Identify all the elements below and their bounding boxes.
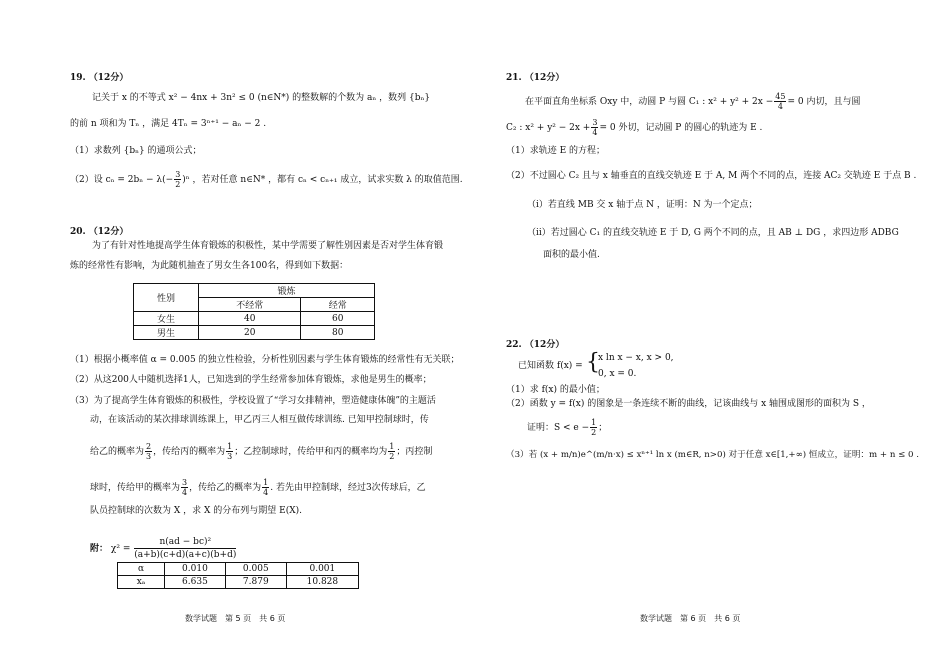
q20-line2: 炼的经常性有影响，为此随机抽查了男女生各100名，得到如下数据：	[70, 261, 349, 271]
th-often: 经常	[301, 298, 375, 312]
table-row: α 0.010 0.005 0.001	[118, 563, 359, 576]
q20-line1: 为了有针对性地提高学生体育锻炼的积极性，某中学需要了解性别因素是否对学生体育锻	[92, 241, 444, 251]
q22-header: 22. （12分）	[506, 340, 565, 350]
q21-part2i: （i）若直线 MB 交 x 轴于点 N ，证明：N 为一个定点；	[527, 200, 758, 210]
q21-part2: （2）不过圆心 C₂ 且与 x 轴垂直的直线交轨迹 E 于 A, M 两个不同的点，连接 AC₂ 交轨迹 E 于点 B .	[506, 171, 917, 181]
brace-icon: {	[586, 350, 600, 375]
q20-part3c: 给乙的概率为 $\frac{2}{3}$ ，传给丙的概率为 $\frac{1}{3}$ ；乙控制球时，传给甲和丙的概率均为 $\frac{1}{2}$ ；丙控制	[90, 442, 433, 461]
q20-part3a: （3）为了提高学生体育锻炼的积极性，学校设置了“学习女排精神，塑造健康体魄”的主题活	[70, 396, 436, 406]
q20-part3d: 球时，传给甲的概率为 $\frac{3}{4}$ ，传给乙的概率为 $\frac{1}{4}$ . 若先由甲控制球，经过3次传球后，乙	[90, 478, 426, 497]
table-row: xₐ 6.635 7.879 10.828	[118, 576, 359, 589]
right-footer: 数学试题 第 6 页 共 6 页	[640, 614, 741, 623]
left-footer: 数学试题 第 5 页 共 6 页	[185, 614, 286, 623]
q22-part3: （3）若 (x + m/n)e^(m/n·x) ≤ xⁿ⁺¹ ln x (m∈R, n>0) 对于任意 x∈[1,+∞) 恒成立，证明：m + n ≤ 0 .	[506, 450, 919, 460]
q19-line1: 记关于 x 的不等式 x² − 4nx + 3n² ≤ 0 (n∈N*) 的整数解的个数为 aₙ ，数列 {bₙ}	[92, 93, 431, 103]
q20-part3b: 动，在该活动的某次排球训练课上，甲乙丙三人相互做传球训练. 已知甲控制球时，传	[90, 415, 429, 425]
note: 附： χ² = $\frac{\text{n(ad − bc)²}}{(a+b)(c+d)(a+c)(b+d)}$	[90, 537, 237, 560]
table-row: 女生 40 60	[134, 312, 375, 326]
critical-value-table	[117, 562, 359, 589]
q19-header: 19. （12分）	[70, 73, 129, 83]
th-not-often: 不经常	[199, 298, 301, 312]
q21-part2ii: （ii）若过圆心 C₁ 的直线交轨迹 E 于 D, G 两个不同的点，且 AB ⊥ DG ，求四边形 ADBG	[527, 228, 899, 238]
q22-case1: x ln x − x, x > 0,	[598, 353, 674, 363]
q21-part1: （1）求轨迹 E 的方程；	[506, 146, 606, 156]
q19-line2: 的前 n 项和为 Tₙ ，满足 4Tₙ = 3ⁿ⁺¹ − aₙ − 2 .	[70, 119, 267, 129]
q22-case2: 0, x = 0.	[598, 369, 637, 379]
q19-part1: （1）求数列 {bₙ} 的通项公式；	[70, 146, 202, 156]
data-table	[133, 283, 375, 340]
q20-part1: （1）根据小概率值 α = 0.005 的独立性检验，分析性别因素与学生体育锻炼的经常性有无关联；	[70, 355, 460, 365]
q20-part3e: 队员控制球的次数为 X ，求 X 的分布列与期望 E(X).	[90, 506, 302, 516]
table-row: 男生 20 80	[134, 326, 375, 340]
q22-part2: （2）函数 y = f(x) 的图象是一条连续不断的曲线，记该曲线与 x 轴围成图形的面积为 S ，	[506, 399, 871, 409]
th-exercise: 锻炼	[199, 284, 375, 298]
q22-part2b: 证明：S < e − $\frac{1}{2}$ ；	[527, 418, 608, 437]
q21-line1: 在平面直角坐标系 Oxy 中，动圆 P 与圆 C₁ : x² + y² + 2x − $\frac{45}{4}$ = 0 内切，且与圆	[525, 92, 861, 111]
q21-line2: C₂ : x² + y² − 2x + $\frac{3}{4}$ = 0 外切，记动圆 P 的圆心的轨迹为 E .	[506, 118, 763, 137]
q20-part2: （2）从这200人中随机选择1人，已知选到的学生经常参加体育锻炼，求他是男生的概率；	[70, 375, 432, 385]
q20-header: 20. （12分）	[70, 227, 129, 237]
q21-header: 21. （12分）	[506, 73, 565, 83]
q21-part2ii-b: 面积的最小值.	[543, 250, 600, 260]
q22-function: 已知函数 f(x) =	[518, 361, 583, 371]
q22-part1: （1）求 f(x) 的最小值；	[506, 385, 605, 395]
th-gender: 性别	[134, 284, 199, 312]
q19-part2: （2）设 cₙ = 2bₙ − λ(− $\frac{3}{2}$ )ⁿ ，若对任意 n∈N* ，都有 cₙ < cₙ₊₁ 成立，试求实数 λ 的取值范围.	[70, 170, 463, 189]
